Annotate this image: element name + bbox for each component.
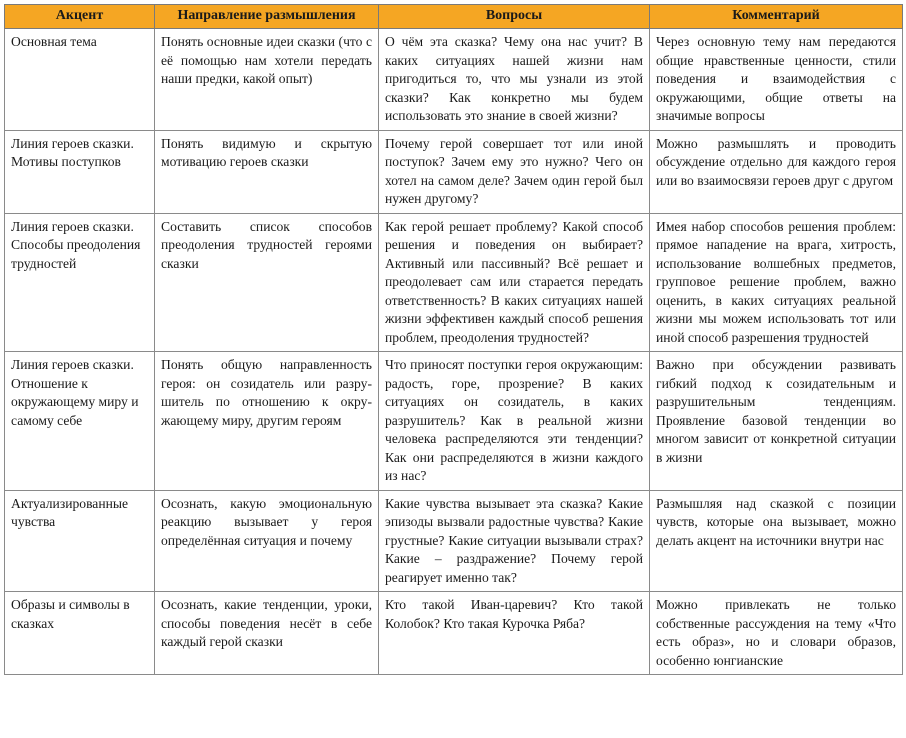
cell-text: Осознать, какую эмоциональную реакцию вызывает у героя определённая ситуация и почему bbox=[161, 495, 372, 548]
cell-text: Можно размышлять и проводить обсуждение отдельно для каждого героя или во взаимосвязи героев друг с другом bbox=[656, 135, 896, 188]
cell-comment bbox=[650, 29, 903, 131]
cell-comment bbox=[650, 352, 903, 491]
table-row bbox=[5, 352, 903, 491]
cell-text: Имея набор способов решения проблем: прямое нападение на врага, хитрость, использование волшебных предметов, групповое решение проблем, важно оценить, в каких ситуациях реальной жизни мы можем использовать тот или иной способ разрешения трудностей bbox=[656, 218, 896, 345]
cell-text: Осознать, какие тенденции, уроки, способы поведения несёт в себе каждый герой сказки bbox=[161, 597, 372, 649]
table-row bbox=[5, 592, 903, 675]
cell-text: Что приносят поступки героя окружающим: радость, горе, прозрение? В каких ситуациях он созидатель, в каких разрушитель? Как в реальной жизни человека распределяются эти тенденции? Как они распределяются в жизни каждого из нас? bbox=[385, 357, 643, 483]
cell-text: Составить список способов преодоления трудностей героями сказки bbox=[161, 218, 372, 271]
cell-questions bbox=[379, 490, 650, 592]
cell-text: Важно при обсуждении развивать гибкий подход к созидательным и разрушительным тенденциям. Проявление базовой тенденции во многом зависит от конкретной ситуации в жизни bbox=[656, 357, 896, 465]
cell-text: Какие чувства вызывает эта сказка? Какие эпизоды вызвали радостные чувства? Какие грустные? Какие ситуации вызывали страх? Какие – раздражение? Почему герой реагирует именно так? bbox=[385, 495, 643, 585]
header-direction: Направление размышления bbox=[155, 5, 379, 29]
table-row bbox=[5, 490, 903, 592]
cell-accent bbox=[5, 352, 155, 491]
cell-questions bbox=[379, 130, 650, 213]
cell-text: Понять общую направленность героя: он созидатель или разрушитель по отношению к окружающему миру, другим героям bbox=[161, 357, 372, 428]
cell-text: Линия героев сказки. Способы преодоления трудностей bbox=[11, 218, 141, 271]
header-comment: Комментарий bbox=[650, 5, 903, 29]
cell-text: Актуализированные чувства bbox=[11, 495, 129, 529]
cell-direction bbox=[155, 29, 379, 131]
cell-questions bbox=[379, 592, 650, 675]
cell-direction bbox=[155, 352, 379, 491]
header-questions: Вопросы bbox=[379, 5, 650, 29]
cell-comment bbox=[650, 592, 903, 675]
cell-text: Через основную тему нам передаются общие нравственные ценности, стили поведения и взаимодействия с окружающими, общие ответы на значимые вопросы bbox=[656, 34, 896, 123]
cell-text: О чём эта сказка? Чему она нас учит? В каких ситуациях нашей жизни нам пригодиться то, что мы узнали из этой сказки? Как конкретно мы будем использовать это знание в своей жизни? bbox=[385, 34, 643, 123]
cell-questions bbox=[379, 352, 650, 491]
cell-accent bbox=[5, 213, 155, 352]
cell-direction bbox=[155, 213, 379, 352]
cell-text: Кто такой Иван-царевич? Кто такой Колобок? Кто такая Курочка Ряба? bbox=[385, 597, 643, 631]
cell-accent bbox=[5, 490, 155, 592]
cell-accent bbox=[5, 592, 155, 675]
cell-accent bbox=[5, 29, 155, 131]
cell-text: Как герой решает проблему? Какой способ решения и поведения он выбирает? Активный или пассивный? Всё решает и преодолевает сам или старается передать ответственность? В каких ситуациях нашей жизни эффективен каждый способ решения проблем, преодоления трудностей? bbox=[385, 218, 643, 345]
cell-text: Линия героев сказки. Мотивы поступков bbox=[11, 135, 134, 169]
table-row bbox=[5, 29, 903, 131]
header-accent: Акцент bbox=[5, 5, 155, 29]
cell-text: Размышляя над сказкой с позиции чувств, которые она вызывает, можно делать акцент на источники внутри нас bbox=[656, 495, 896, 548]
cell-comment bbox=[650, 130, 903, 213]
cell-text: Понять основные идеи сказки (что с её помощью нам хотели передать наши предки, какой опыт) bbox=[161, 34, 372, 86]
cell-text: Можно привлекать не только собственные рассуждения на тему «Что есть образ», но и словари образов, особенно юнгианские bbox=[656, 597, 896, 668]
cell-text: Понять видимую и скрытую мотивацию героев сказки bbox=[161, 135, 372, 169]
table-row bbox=[5, 130, 903, 213]
cell-text: Образы и символы в сказках bbox=[11, 597, 130, 631]
cell-direction bbox=[155, 592, 379, 675]
cell-text: Почему герой совершает тот или иной поступок? Зачем ему это нужно? Чего он хотел на самом деле? Зачем один герой был нужен другому? bbox=[385, 135, 643, 206]
cell-direction bbox=[155, 130, 379, 213]
reflection-table bbox=[4, 4, 903, 675]
cell-questions bbox=[379, 29, 650, 131]
cell-comment bbox=[650, 490, 903, 592]
cell-direction bbox=[155, 490, 379, 592]
header-row bbox=[5, 5, 903, 29]
table-row bbox=[5, 213, 903, 352]
cell-questions bbox=[379, 213, 650, 352]
cell-text: Основная тема bbox=[11, 34, 97, 49]
cell-accent bbox=[5, 130, 155, 213]
cell-comment bbox=[650, 213, 903, 352]
cell-text: Линия героев сказки. Отношение к окружающему миру и самому себе bbox=[11, 357, 139, 428]
